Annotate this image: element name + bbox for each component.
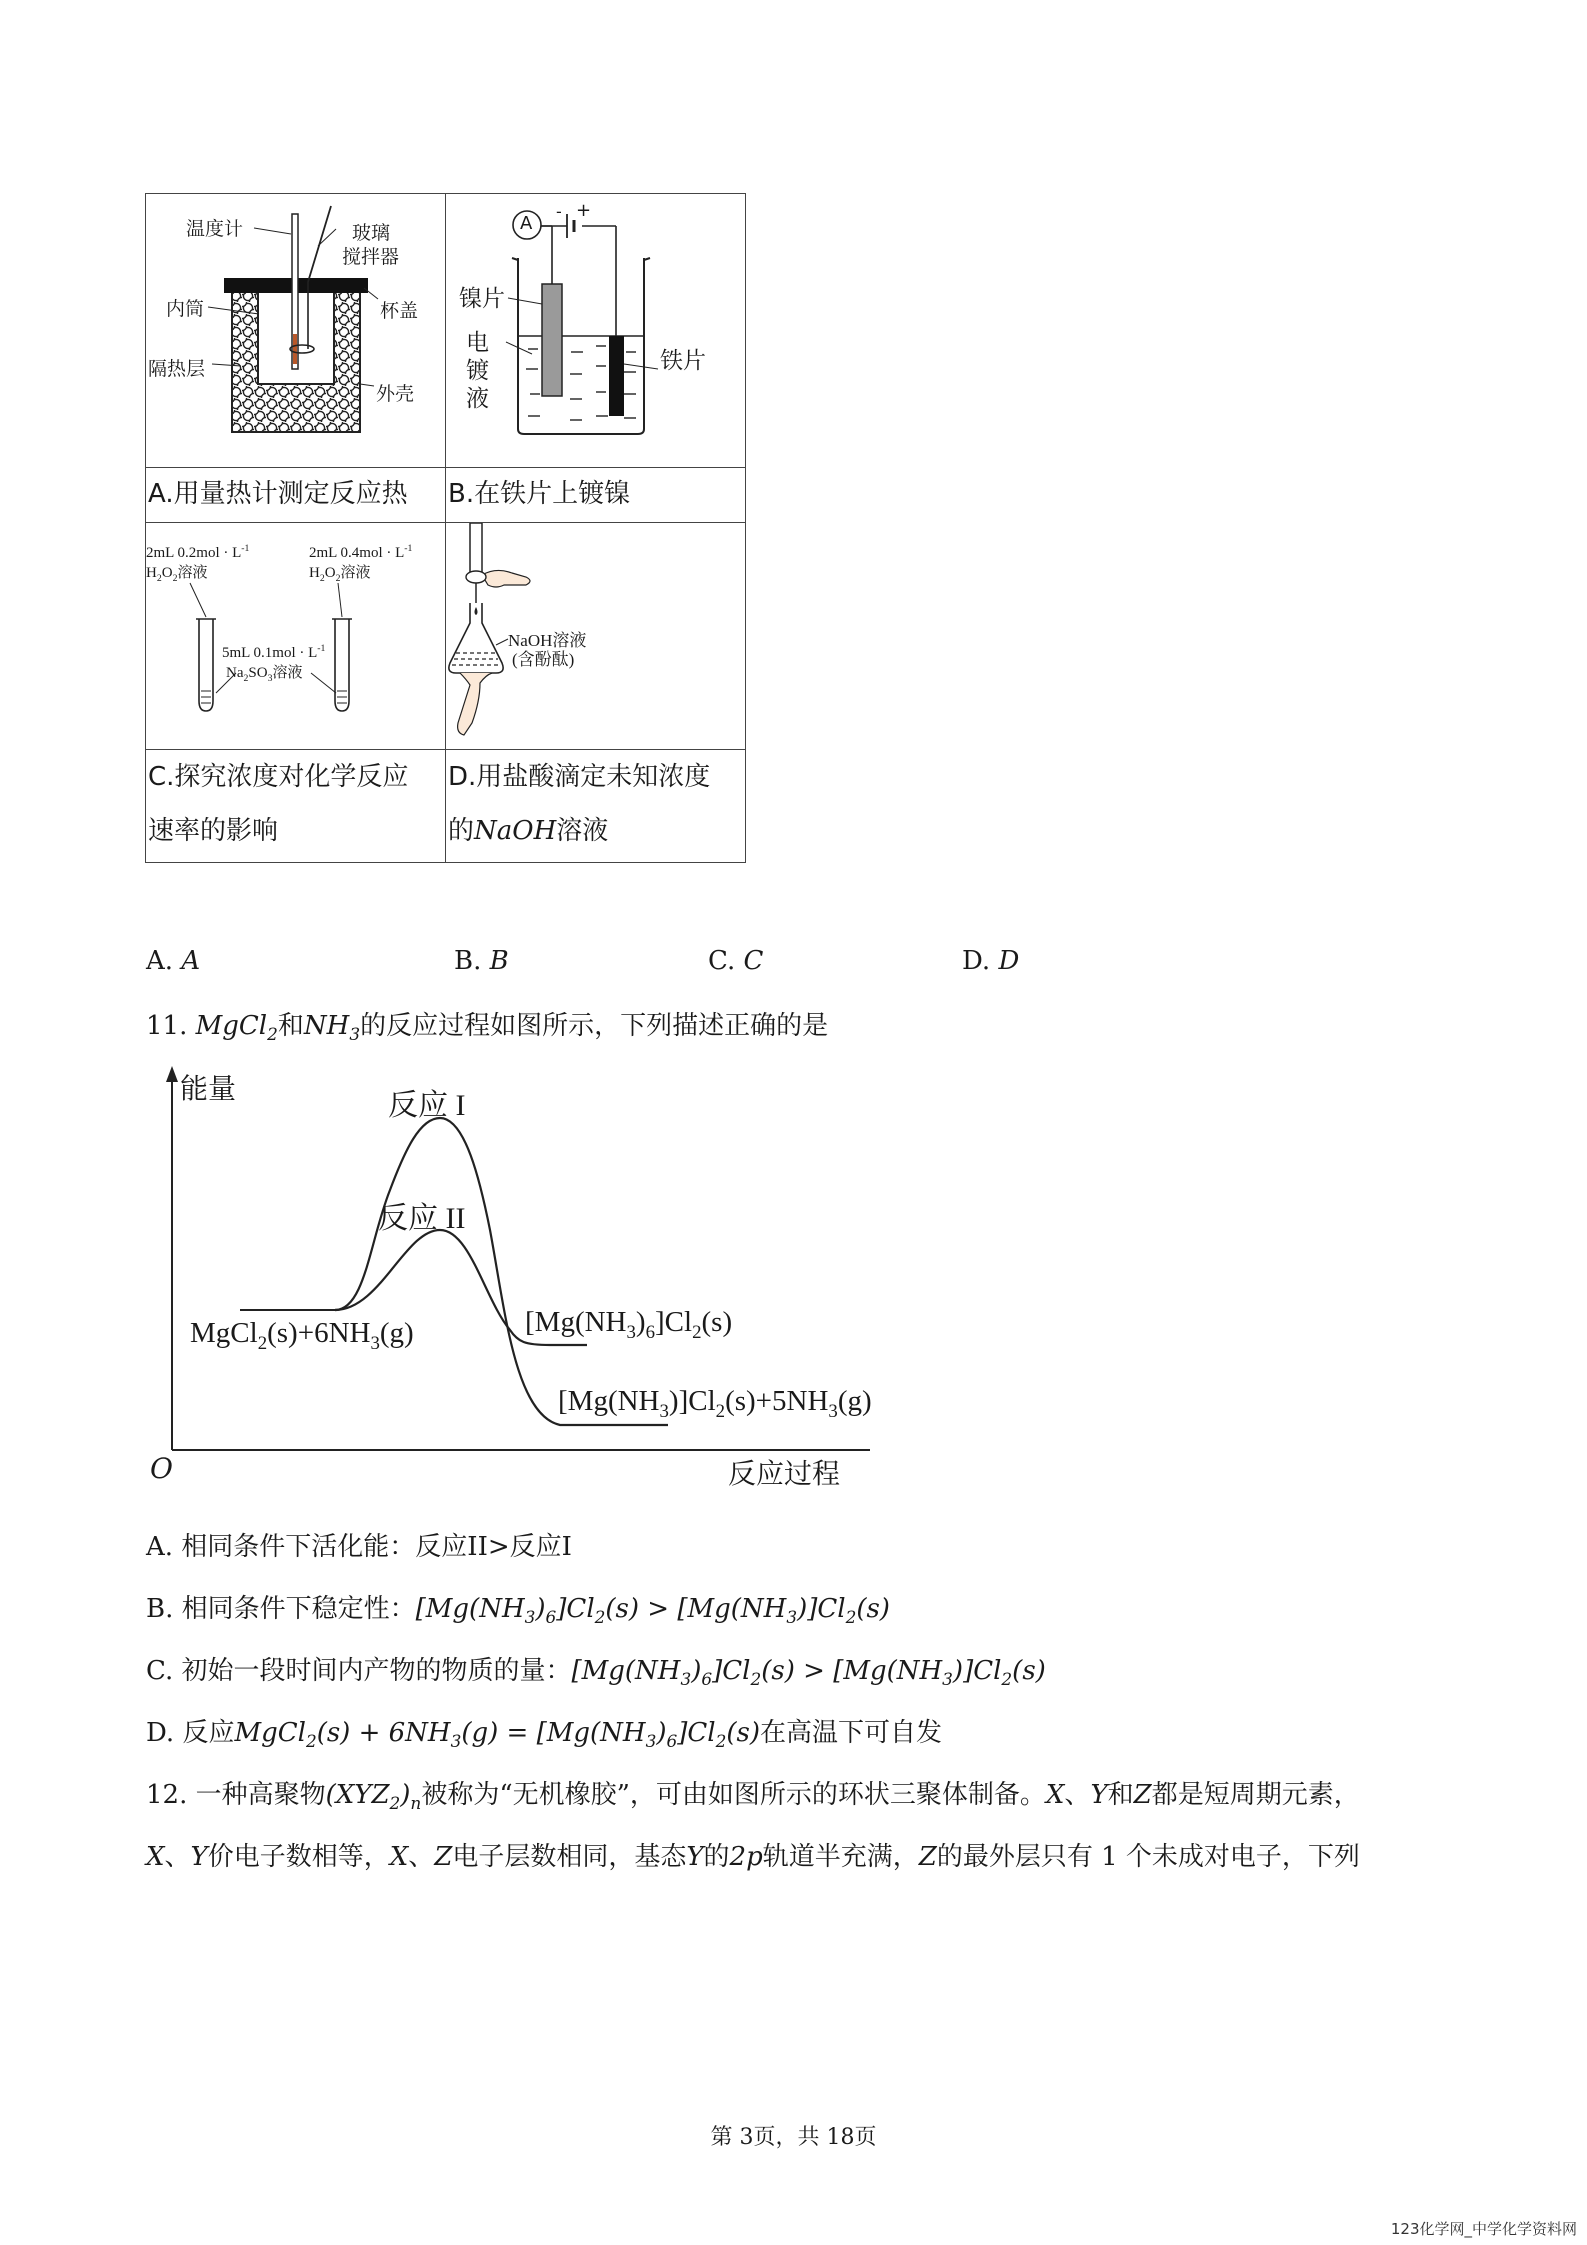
cell-c-caption xyxy=(145,749,446,863)
cell-d-figure xyxy=(445,522,746,750)
q12-h: 都是短周期元素， xyxy=(1151,1780,1360,1810)
cell-d-caption xyxy=(445,749,746,863)
label-nickel: 镍片 xyxy=(459,286,505,312)
y-axis-arrow xyxy=(166,1066,178,1082)
mid-na-sub: 2 xyxy=(243,673,249,684)
q12-polymer: $(XYZ_2)_n$ xyxy=(325,1780,422,1814)
right-tube-sup: -1 xyxy=(404,543,413,554)
q11b-formula: $[Mg(NH_3)_6]Cl_2(s) > [Mg(NH_3)]Cl_2(s)$ xyxy=(415,1594,890,1628)
q12-y: Y xyxy=(1090,1780,1108,1810)
p2-c-sub: 3 xyxy=(828,1400,838,1422)
q12-l2-d: 价电子数相等， xyxy=(207,1842,390,1872)
product-2-label xyxy=(558,1385,872,1423)
left-tube-label-1 xyxy=(146,543,249,562)
q12-l2-b: 、 xyxy=(164,1842,191,1872)
q12-l2-x: X xyxy=(146,1842,165,1872)
rt-sol: 溶液 xyxy=(340,565,371,581)
label-shell: 外壳 xyxy=(376,383,415,405)
y-axis-label: 能量 xyxy=(180,1072,237,1105)
q11-stem xyxy=(146,1005,828,1044)
q12-l2-h: 电子层数相同，基态 xyxy=(452,1842,687,1872)
cell-c-figure xyxy=(145,522,446,750)
caption-d-line2 xyxy=(448,804,745,858)
caption-b-text: B.在铁片上镀镍 xyxy=(448,479,631,509)
label-stirrer-2: 搅拌器 xyxy=(342,246,400,268)
opt-c-prefix: C. xyxy=(708,946,744,976)
label-iron: 铁片 xyxy=(660,348,706,374)
caption-d-de: 的 xyxy=(448,816,475,846)
reaction-1-label: 反应 I xyxy=(388,1089,466,1122)
label-thermometer: 温度计 xyxy=(186,218,244,240)
mid-sup: -1 xyxy=(317,643,326,654)
q12-x: X xyxy=(1045,1780,1065,1810)
cell-b-figure xyxy=(445,193,746,468)
caption-d-sol: 溶液 xyxy=(556,816,609,846)
battery-minus: - xyxy=(556,202,562,221)
q12-l2-z: Z xyxy=(434,1842,453,1872)
reactant-c: (g) xyxy=(379,1317,414,1349)
p2-a: [Mg(NH xyxy=(558,1385,660,1417)
caption-c-line2: 速率的影响 xyxy=(148,816,279,846)
battery-plus: + xyxy=(576,200,592,221)
q11d-formula: MgCl$_2$(s) + $6NH_3(g) = [Mg(NH_3)_6]Cl_2(s)$ xyxy=(234,1718,760,1752)
lt-h: H xyxy=(146,565,157,581)
caption-d-line1: D.用盐酸滴定未知浓度 xyxy=(448,762,711,792)
q12-l2-y: Y xyxy=(190,1842,208,1872)
p1-d: (s) xyxy=(701,1306,733,1338)
q11-option-a[interactable]: A. 相同条件下活化能：反应II>反应I xyxy=(146,1532,572,1562)
p2-d: (g) xyxy=(837,1385,872,1417)
ammeter-label: A xyxy=(520,213,533,234)
q11c-pre: C. 初始一段时间内产物的物质的量： xyxy=(146,1656,572,1686)
watermark: 123化学网_中学化学资料网 xyxy=(1390,2220,1577,2238)
x-axis-label: 反应过程 xyxy=(728,1457,841,1490)
rt-h-sub: 2 xyxy=(319,573,325,584)
p1-b: ) xyxy=(635,1306,646,1338)
mid-label-1 xyxy=(222,643,325,662)
q12-line-1 xyxy=(146,1774,1360,1813)
opt-a-prefix: A. xyxy=(146,946,182,976)
titration-figure xyxy=(446,523,745,749)
p1-a-sub: 3 xyxy=(626,1321,636,1343)
q11d-post: 在高温下可自发 xyxy=(760,1718,943,1748)
lt-o-sub: 2 xyxy=(172,573,178,584)
opt-c-value: C xyxy=(743,946,764,976)
right-tube-conc: 2mL 0.4mol · L xyxy=(309,545,405,561)
label-electrolyte-2: 镀 xyxy=(466,358,489,384)
q11c-formula: $[Mg(NH_3)_6]Cl_2(s) > [Mg(NH_3)]Cl_2(s)$ xyxy=(571,1656,1046,1690)
q11-and: 和 xyxy=(277,1011,304,1041)
p2-b-sub: 2 xyxy=(715,1400,726,1422)
opt-d-prefix: D. xyxy=(962,946,999,976)
q10-option-b[interactable] xyxy=(454,946,509,976)
rt-o: O xyxy=(324,565,336,581)
label-lid: 杯盖 xyxy=(380,300,419,322)
caption-a-text: A.用量热计测定反应热 xyxy=(148,479,408,509)
lt-sol: 溶液 xyxy=(177,565,208,581)
opt-d-value: D xyxy=(998,946,1020,976)
rt-h: H xyxy=(309,565,320,581)
opt-b-value: B xyxy=(489,946,509,976)
q12-l2-j: 的 xyxy=(703,1842,730,1872)
energy-diagram xyxy=(140,1060,940,1510)
mid-label-2 xyxy=(226,661,302,684)
reactant-b-sub: 3 xyxy=(370,1332,380,1354)
reaction-2-label: 反应 II xyxy=(378,1202,466,1235)
mid-so: SO xyxy=(248,665,268,681)
lt-h-sub: 2 xyxy=(156,573,162,584)
left-tube-conc: 2mL 0.2mol · L xyxy=(146,545,242,561)
reactant-a: MgCl xyxy=(190,1317,258,1349)
q11-option-d[interactable] xyxy=(146,1712,942,1751)
left-tube-label-2 xyxy=(146,561,207,584)
label-naoh: NaOH溶液 xyxy=(508,631,587,650)
page-number: 第 3页，共 18页 xyxy=(710,2125,877,2150)
reactant-b: (s)+6NH xyxy=(267,1317,371,1349)
q12-l2-l: 轨道半充满， xyxy=(762,1842,919,1872)
p1-a: [Mg(NH xyxy=(525,1306,627,1338)
reactant-label xyxy=(190,1317,414,1355)
label-electrolyte-3: 液 xyxy=(466,386,489,412)
q11-number: 11. xyxy=(146,1011,196,1041)
cell-b-caption xyxy=(445,467,746,523)
q12-f: 和 xyxy=(1107,1780,1134,1810)
right-tube-label-2 xyxy=(309,561,370,584)
p1-c-sub: 2 xyxy=(692,1321,702,1343)
origin-label: O xyxy=(150,1452,173,1485)
product-1-label xyxy=(525,1306,732,1344)
q11-mgcl: MgCl xyxy=(195,1011,268,1041)
q12-z: Z xyxy=(1133,1780,1152,1810)
curve-reaction-1 xyxy=(335,1118,668,1425)
q12-a: 12. 一种高聚物 xyxy=(146,1780,326,1810)
q12-d: 、 xyxy=(1064,1780,1091,1810)
q12-l2-x2: X xyxy=(389,1842,409,1872)
lt-o: O xyxy=(161,565,173,581)
electroplating-figure xyxy=(446,194,745,467)
q12-l2-f: 、 xyxy=(408,1842,435,1872)
q10-option-a[interactable] xyxy=(146,946,200,976)
p1-b-sub: 6 xyxy=(645,1321,656,1343)
mid-na: Na xyxy=(226,665,244,681)
label-inner-cup: 内筒 xyxy=(166,298,205,320)
cell-a-caption xyxy=(145,467,446,523)
reactant-a-sub: 2 xyxy=(257,1332,268,1354)
q11-text: 的反应过程如图所示，下列描述正确的是 xyxy=(360,1011,829,1041)
cell-a-figure xyxy=(145,193,446,468)
q11-nh: NH xyxy=(303,1011,350,1041)
rt-o-sub: 2 xyxy=(335,573,341,584)
q12-l2-y2: Y xyxy=(686,1842,704,1872)
label-insulation: 隔热层 xyxy=(148,358,206,380)
caption-c-line1: C.探究浓度对化学反应 xyxy=(148,762,409,792)
mid-sol: 溶液 xyxy=(272,665,303,681)
q12-l2-z2: Z xyxy=(918,1842,937,1872)
mid-conc: 5mL 0.1mol · L xyxy=(222,645,318,661)
q12-line-2 xyxy=(146,1836,1360,1873)
opt-b-prefix: B. xyxy=(454,946,490,976)
q12-l2-2p: 2p xyxy=(729,1842,763,1872)
mid-so-sub: 3 xyxy=(267,673,273,684)
caption-d-naoh: NaOH xyxy=(474,816,557,846)
q12-l2-n: 的最外层只有 1 个未成对电子，下列 xyxy=(936,1842,1360,1872)
q11b-pre: B. 相同条件下稳定性： xyxy=(146,1594,416,1624)
q10-option-c[interactable] xyxy=(708,946,763,976)
opt-a-value: A xyxy=(181,946,201,976)
left-tube-sup: -1 xyxy=(241,543,250,554)
p2-b: )]Cl xyxy=(668,1385,716,1417)
label-phenolphthalein: (含酚酞) xyxy=(512,650,575,669)
q11-option-c[interactable] xyxy=(146,1650,1046,1689)
p2-c: (s)+5NH xyxy=(725,1385,829,1417)
p1-c: ]Cl xyxy=(655,1306,693,1338)
q11-nh-sub: 3 xyxy=(349,1024,361,1045)
q11d-pre: D. 反应 xyxy=(146,1718,235,1748)
p2-a-sub: 3 xyxy=(659,1400,669,1422)
right-tube-label-1 xyxy=(309,543,412,562)
label-stirrer-1: 玻璃 xyxy=(352,222,391,244)
q12-b: 被称为“无机橡胶”，可由如图所示的环状三聚体制备。 xyxy=(421,1780,1046,1810)
q11-mgcl-sub: 2 xyxy=(267,1024,278,1045)
label-electrolyte-1: 电 xyxy=(466,330,489,356)
experiment-table xyxy=(145,193,746,863)
q11-option-b[interactable] xyxy=(146,1588,890,1627)
q10-option-d[interactable] xyxy=(962,946,1019,976)
